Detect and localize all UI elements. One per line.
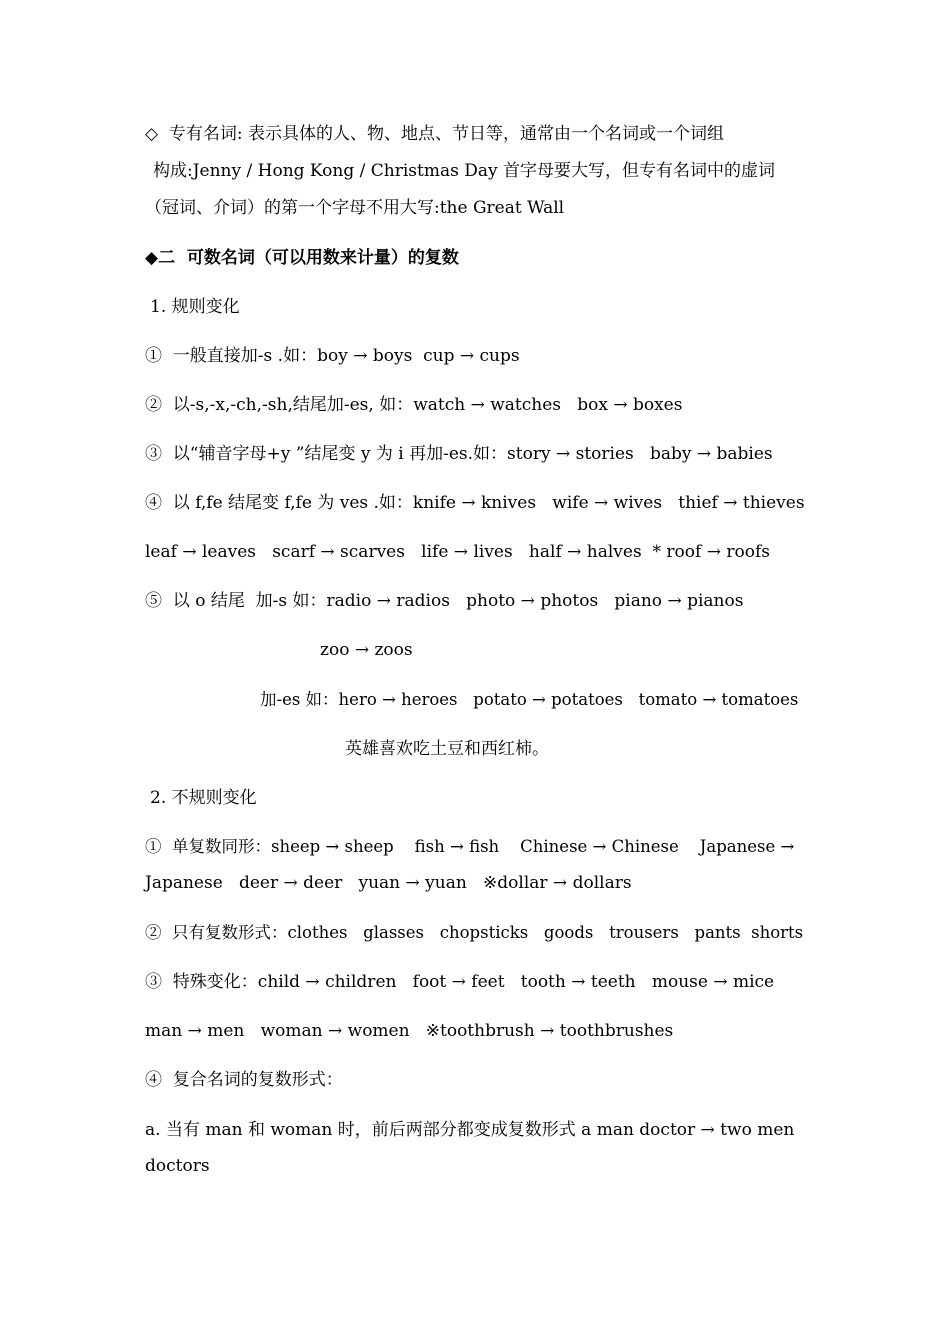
regular-rule-4-examples: leaf → leaves scarf → scarves life → lives half → halves * roof → roofs	[145, 542, 770, 562]
regular-rule-5: ⑤ 以 o 结尾 加-s 如：radio → radios photo → photos piano → pianos	[145, 591, 744, 611]
irregular-rule-2: ② 只有复数形式：clothes glasses chopsticks goods trousers pants shorts	[145, 923, 804, 942]
regular-rule-4: ④ 以 f,fe 结尾变 f,fe 为 ves .如：knife → knives wife → wives thief → thieves	[145, 493, 805, 513]
regular-rule-5-mnemonic: 英雄喜欢吃土豆和西红柿。	[345, 739, 549, 759]
proper-noun-line-3: （冠词、介词）的第一个字母不用大写:the Great Wall	[145, 198, 565, 218]
irregular-rule-1: ① 单复数同形：sheep → sheep fish → fish Chinese → Chinese Japanese →	[145, 837, 795, 856]
compound-noun-rule-a-cont: doctors	[145, 1156, 210, 1176]
compound-noun-rule-a: a. 当有 man 和 woman 时，前后两部分都变成复数形式 a man doctor → two men	[145, 1120, 795, 1140]
regular-rule-5-es: 加-es 如：hero → heroes potato → potatoes tomato → tomatoes	[260, 690, 799, 709]
proper-noun-line-1: ◇ 专有名词: 表示具体的人、物、地点、节日等，通常由一个名词或一个词组	[145, 124, 725, 144]
irregular-rule-1-cont: Japanese deer → deer yuan → yuan ※dollar → dollars	[145, 873, 632, 893]
regular-rule-5-zoo: zoo → zoos	[320, 640, 413, 660]
regular-change-title: 1. 规则变化	[150, 297, 240, 317]
irregular-rule-3-cont: man → men woman → women ※toothbrush → toothbrushes	[145, 1021, 674, 1041]
irregular-rule-3: ③ 特殊变化：child → children foot → feet tooth → teeth mouse → mice	[145, 972, 775, 992]
proper-noun-line-2: 构成:Jenny / Hong Kong / Christmas Day 首字母要大写，但专有名词中的虚词	[153, 161, 776, 181]
section-heading-countable-plural: ◆二 可数名词（可以用数来计量）的复数	[145, 248, 459, 268]
regular-rule-3: ③ 以“辅音字母+y ”结尾变 y 为 i 再加-es.如：story → stories baby → babies	[145, 444, 773, 464]
regular-rule-2: ② 以-s,-x,-ch,-sh,结尾加-es, 如：watch → watches box → boxes	[145, 395, 683, 415]
regular-rule-1: ① 一般直接加-s .如：boy → boys cup → cups	[145, 346, 520, 366]
irregular-change-title: 2. 不规则变化	[150, 788, 257, 808]
irregular-rule-4: ④ 复合名词的复数形式：	[145, 1070, 343, 1090]
